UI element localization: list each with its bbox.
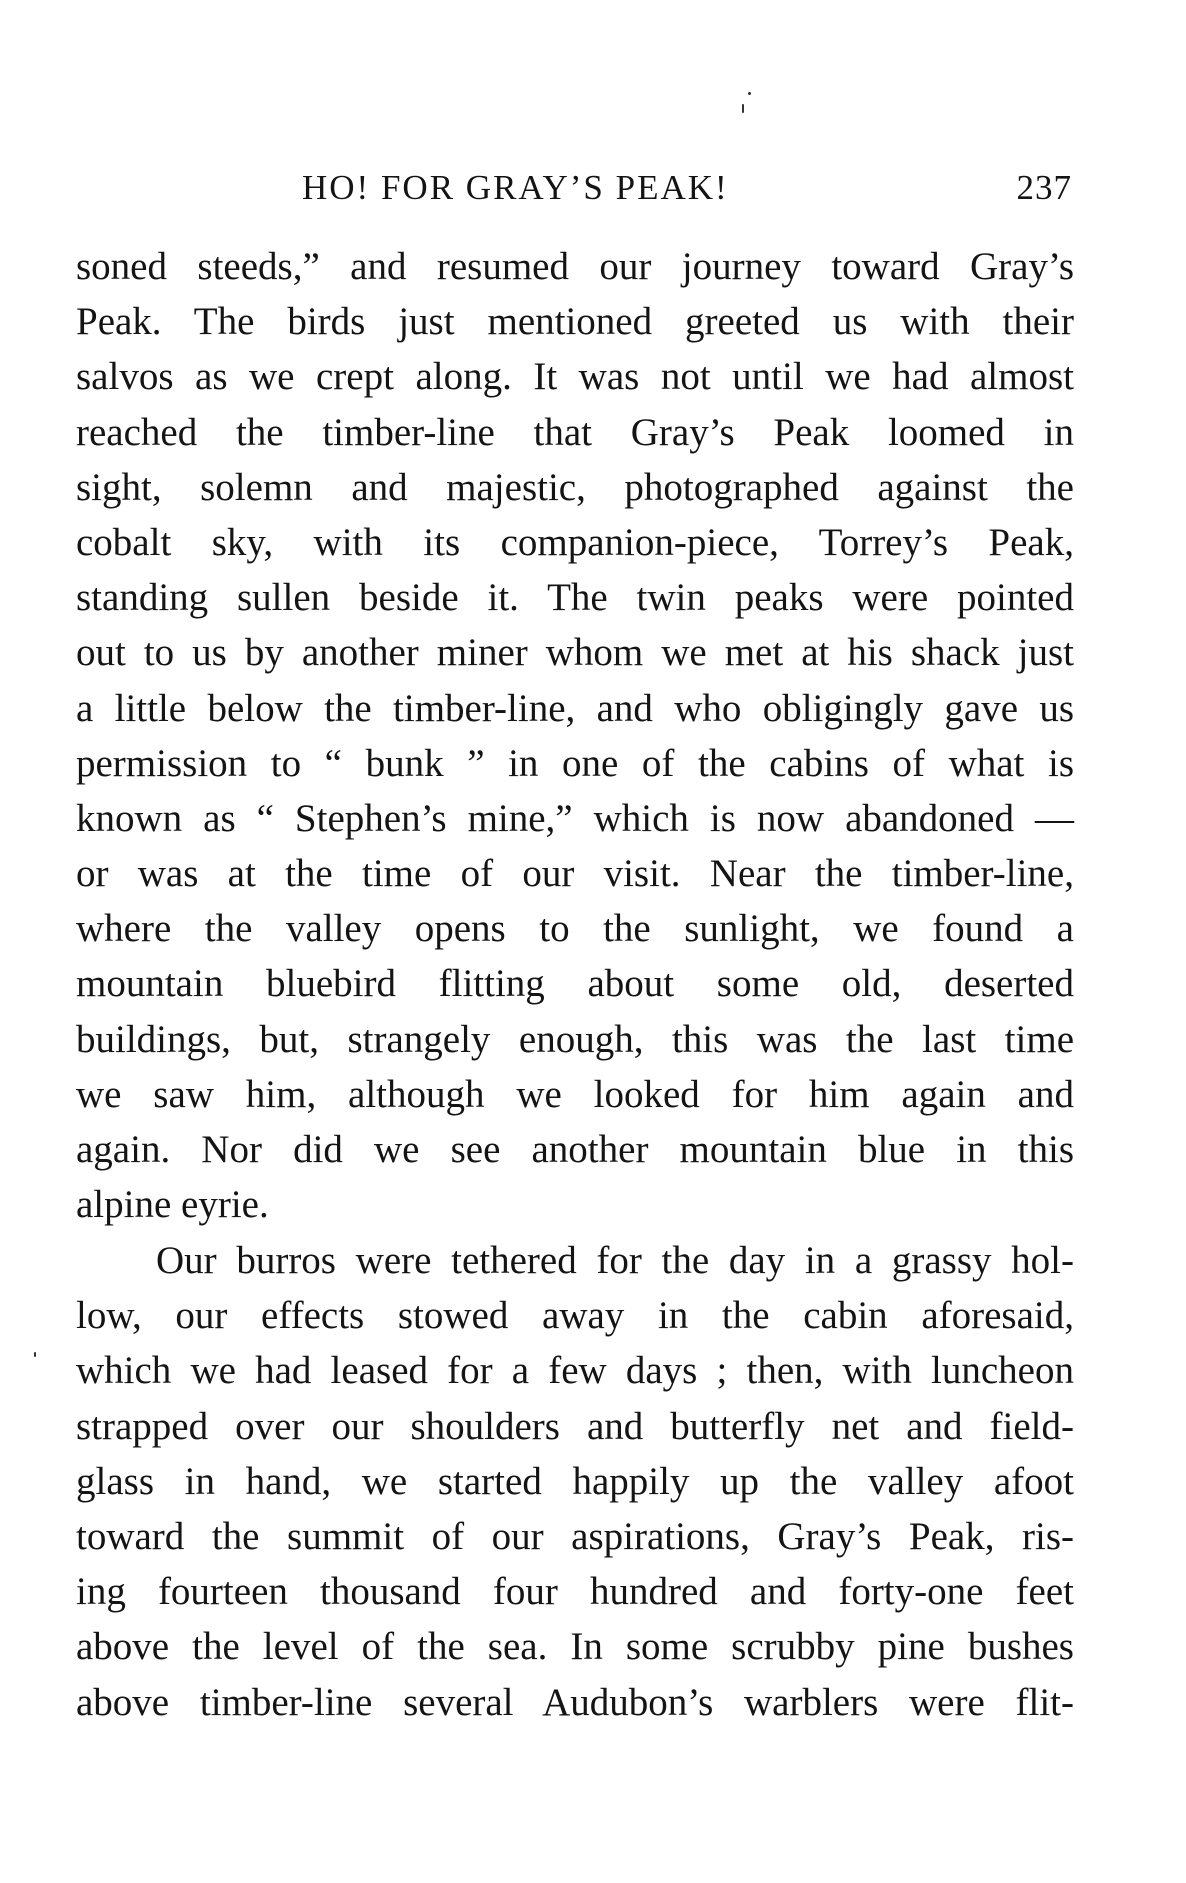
text-line: mountain bluebird flitting about some old, deserted <box>76 962 1074 1006</box>
text-line: alpine eyrie. <box>76 1183 269 1227</box>
text-line: soned steeds,” and resumed our journey toward Gray’s <box>76 245 1074 288</box>
text-line: which we had leased for a few days ; then, with luncheon <box>76 1349 1074 1393</box>
text-line: Our burros were tethered for the day in a grassy hol- <box>156 1239 1074 1282</box>
print-speck <box>742 104 744 113</box>
text-line: above timber-line several Audubon’s warblers were flit- <box>76 1680 1074 1724</box>
text-line: sight, solemn and majestic, photographed against the <box>76 465 1074 509</box>
text-line: standing sullen beside it. The twin peaks were pointed <box>76 576 1074 620</box>
print-speck <box>34 1352 36 1357</box>
running-title: HO! FOR GRAY’S PEAK! <box>302 168 729 207</box>
text-line: Peak. The birds just mentioned greeted us with their <box>76 300 1074 344</box>
print-speck <box>748 92 751 95</box>
paragraph-1 <box>76 239 1074 1232</box>
text-line: ing fourteen thousand four hundred and forty-one feet <box>76 1570 1074 1614</box>
text-line: salvos as we crept along. It was not until we had almost <box>76 355 1074 399</box>
paragraph-2 <box>76 1233 1074 1730</box>
text-line: again. Nor did we see another mountain blue in this <box>76 1128 1074 1171</box>
text-line: cobalt sky, with its companion-piece, Torrey’s Peak, <box>76 520 1074 564</box>
text-line: strapped over our shoulders and butterfly net and field- <box>76 1404 1074 1448</box>
text-line: reached the timber-line that Gray’s Peak loomed in <box>76 410 1074 454</box>
text-line: we saw him, although we looked for him again and <box>76 1072 1074 1116</box>
text-line: or was at the time of our visit. Near the timber-line, <box>76 852 1074 896</box>
text-line: known as “ Stephen’s mine,” which is now abandoned — <box>76 796 1074 840</box>
text-line: permission to “ bunk ” in one of the cabins of what is <box>76 741 1074 785</box>
text-line: glass in hand, we started happily up the valley afoot <box>76 1459 1074 1503</box>
text-line: low, our effects stowed away in the cabin aforesaid, <box>76 1294 1074 1338</box>
text-line: a little below the timber-line, and who obligingly gave us <box>76 686 1074 730</box>
text-line: out to us by another miner whom we met at his shack just <box>76 631 1074 675</box>
text-line: buildings, but, strangely enough, this was the last time <box>76 1017 1074 1061</box>
text-line: where the valley opens to the sunlight, we found a <box>76 907 1074 951</box>
text-line: above the level of the sea. In some scrubby pine bushes <box>76 1625 1074 1669</box>
running-head <box>76 168 1072 216</box>
page-number: 237 <box>1016 168 1072 207</box>
text-line: toward the summit of our aspirations, Gray’s Peak, ris- <box>76 1514 1074 1558</box>
